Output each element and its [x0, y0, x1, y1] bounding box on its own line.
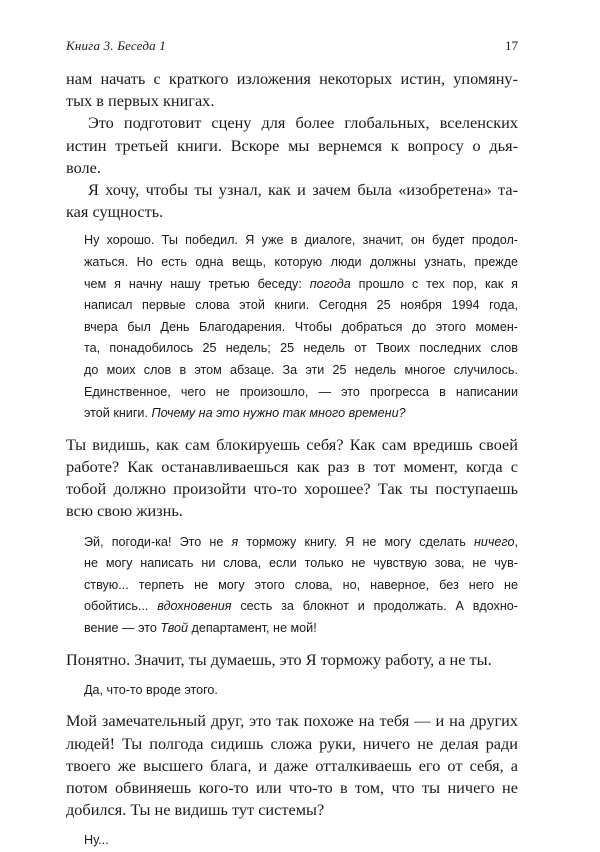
- page-body: [66, 68, 518, 852]
- author-quote-2: Эй, погоди-ка! Это не я торможу книгу. Я не могу сделать ничего, не могу написать ни слова, если только не чувствую зова, не чув- ствую... терпеть не могу этого слова, но, наверное, без него не обойтись... вдохновения сесть за блокнот и продолжать. А вдохно- вение — это Твой департамент, не мой!: [84, 534, 518, 635]
- paragraph-god-4: Понятно. Значит, ты думаешь, это Я торможу работу, а не ты.: [66, 649, 492, 669]
- paragraph-god-2: Я хочу, чтобы ты узнал, как и зачем была «изобретена» та- кая сущность.: [66, 180, 518, 222]
- paragraph-god-3: Ты видишь, как сам блокируешь себя? Как сам вредишь своей работе? Как останавливаешься как раз в тот момент, когда с тобой должно произойти что-то хорошее? Так ты поступаешь всю свою жизнь.: [66, 434, 518, 521]
- running-head: Книга 3. Беседа 1: [66, 38, 166, 53]
- paragraph-god-1: Это подготовит сцену для более глобальных, вселенских истин третьей книги. Вскоре мы вернемся к вопросу о дья- воле.: [66, 113, 518, 177]
- author-quote-3: Да, что-то вроде этого.: [84, 682, 218, 697]
- page-number: 17: [505, 38, 518, 53]
- paragraph-god-5: Мой замечательный друг, это так похоже на тебя — и на других людей! Ты полгода сидишь сложа руки, ничего не делая ради твоего же высшего блага, и даже отталкиваешь его от себя, а потом обвиняешь кого-то или что-то в том, что ты ничего не добился. Ты не видишь тут системы?: [66, 711, 518, 820]
- author-quote-4: Ну...: [84, 833, 109, 848]
- paragraph-continued: нам начать с краткого изложения некоторых истин, упомяну- тых в первых книгах.: [66, 69, 518, 111]
- author-quote-1: Ну хорошо. Ты победил. Я уже в диалоге, значит, он будет продол- жаться. Но есть одна вещь, которую люди должны узнать, прежде чем я начну нашу третью беседу: погода прошло с тех пор, как я написал первые слова этой книги. Сегодня 25 ноября 1994 года, вчера был День Благодарения. Чтобы добраться до этого момен- та, понадобилось 25 недель; 25 недель от Твоих последних слов до моих слов в этом абзаце. За эти 25 недель многое случилось. Единственное, чего не произошло, — это прогресса в написании этой книги. Почему на это нужно так много времени?: [84, 233, 518, 421]
